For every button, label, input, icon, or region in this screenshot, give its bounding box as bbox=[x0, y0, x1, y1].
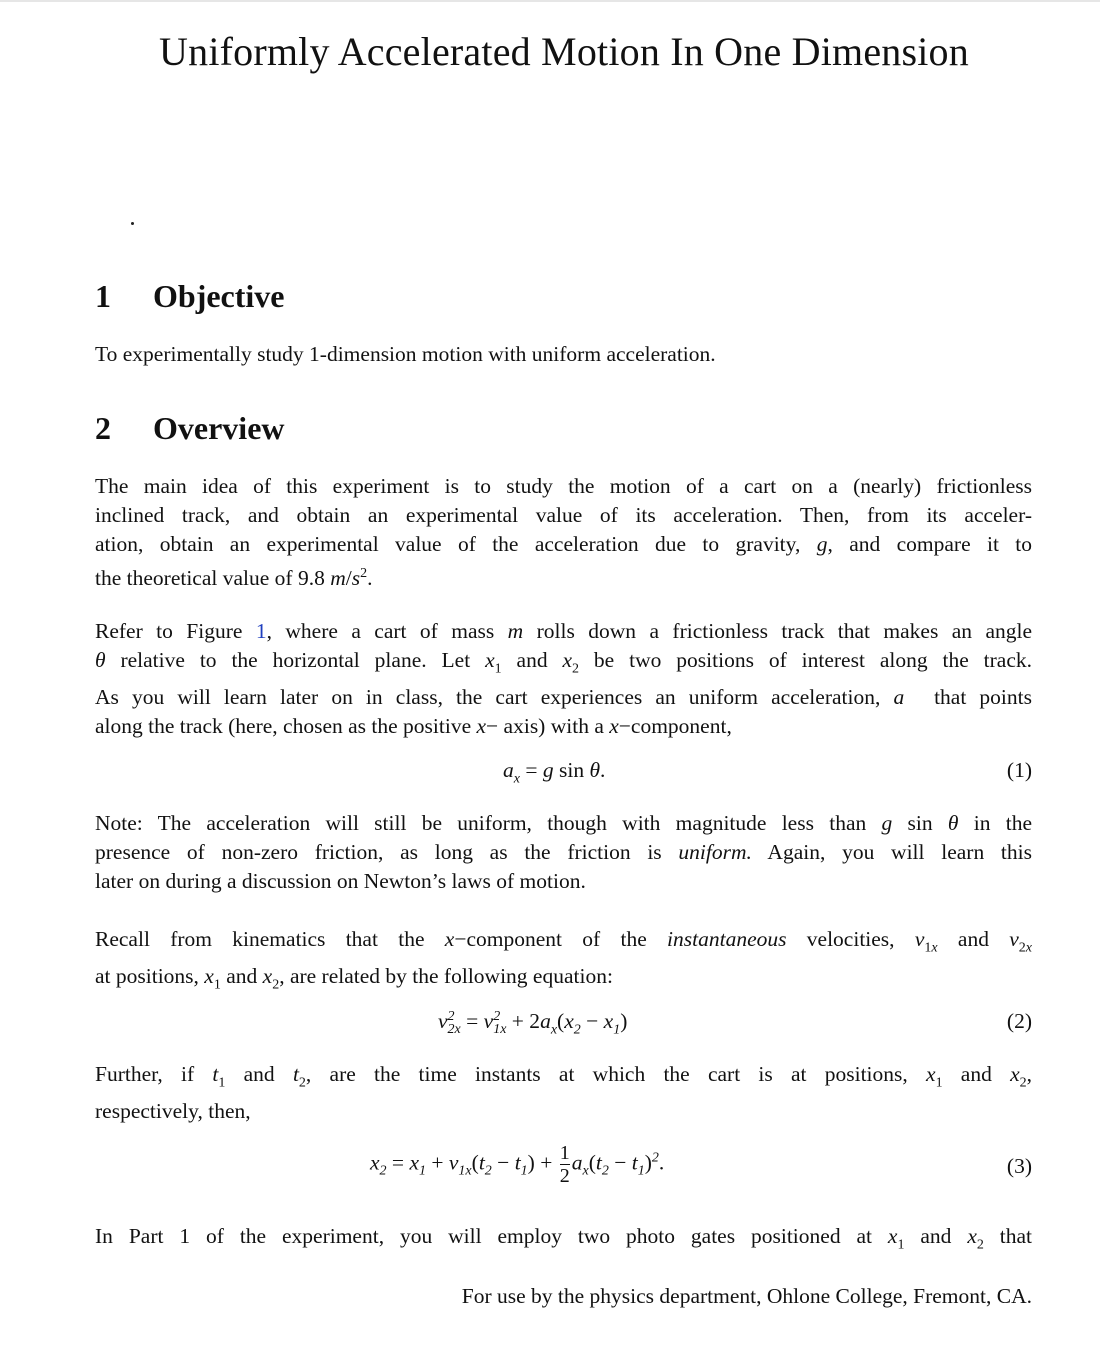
overview-paragraph-2 bbox=[95, 617, 1032, 741]
text-line: the theoretical value of 9.8 $m/s^2$. bbox=[95, 566, 373, 591]
text-line: presence of non-zero friction, as long as the friction is uniform. Again, you will learn this bbox=[95, 840, 1032, 864]
text-line: Note: The acceleration will still be uniform, though with magnitude less than g sin θ in the bbox=[95, 811, 1032, 835]
text-line: ation, obtain an experimental value of the acceleration due to gravity, g, and compare it to bbox=[95, 532, 1032, 556]
page-title: Uniformly Accelerated Motion In One Dimension bbox=[159, 29, 969, 74]
equation-number: (3) bbox=[1006, 1154, 1032, 1178]
text-line: respectively, then, bbox=[95, 1099, 251, 1124]
text-line: Further, if $t_1$ and $t_2$, are the time instants at which the cart is at positions, $x_1$ and $x_2$, bbox=[95, 1062, 1033, 1091]
objective-paragraph bbox=[95, 340, 1032, 369]
figure-link[interactable]: 1 bbox=[255, 619, 267, 643]
objective-text: To experimentally study 1-dimension motion with uniform acceleration. bbox=[95, 342, 716, 366]
section-heading-objective bbox=[95, 278, 285, 315]
part1-paragraph bbox=[95, 1222, 1032, 1259]
stray-dot bbox=[131, 222, 134, 225]
text-line: The main idea of this experiment is to study the motion of a cart on a (nearly) frictionless bbox=[95, 474, 1032, 498]
text-line: In Part 1 of the experiment, you will employ two photo gates positioned at $x_1$ and $x_2$ that bbox=[95, 1224, 1033, 1253]
equation-number: (2) bbox=[1006, 1009, 1032, 1033]
page-top-rule bbox=[0, 0, 1100, 2]
section-title: Overview bbox=[153, 410, 285, 446]
section-heading-overview bbox=[95, 410, 285, 447]
recall-paragraph bbox=[95, 925, 1032, 1000]
text-line: inclined track, and obtain an experimental value of its acceleration. Then, from its acceler- bbox=[95, 503, 1032, 527]
equation-number: (1) bbox=[1006, 758, 1032, 782]
text-line: Recall from kinematics that the x−component of the instantaneous velocities, $v_{1x}$ and $v_{2x}$ bbox=[95, 927, 1032, 956]
text-line: later on during a discussion on Newton’s laws of motion. bbox=[95, 869, 586, 893]
section-number: 1 bbox=[95, 278, 111, 314]
equation-2: $v^2_{2x} = v^2_{1x} + 2a_x(x_2 - x_1)$ (2) bbox=[438, 1009, 1032, 1038]
equation-3: $x_2 = x_1 + v_{1x}(t_2 - t_1)$ + $\frac{1}{2}$ $a_x(t_2 - t_1)^2$. (3) bbox=[370, 1142, 1032, 1187]
equation-1: $a_x = g$ sin θ. (1) bbox=[503, 758, 1032, 787]
page-footer: For use by the physics department, Ohlone College, Fremont, CA. bbox=[461, 1284, 1032, 1308]
text-line: at positions, $x_1$ and $x_2$, are related by the following equation: bbox=[95, 964, 613, 993]
further-paragraph bbox=[95, 1060, 1032, 1126]
text-line: θ relative to the horizontal plane. Let $x_1$ and $x_2$ be two positions of interest along the track. bbox=[95, 648, 1033, 677]
section-number: 2 bbox=[95, 410, 111, 446]
note-paragraph bbox=[95, 809, 1032, 896]
text-line: Refer to Figure 1, where a cart of mass m rolls down a frictionless track that makes an angle bbox=[95, 619, 1032, 643]
text-line: As you will learn later on in class, the cart experiences an uniform acceleration, a⃗ that points bbox=[95, 685, 1032, 710]
text-line: along the track (here, chosen as the positive x− axis) with a x−component, bbox=[95, 714, 732, 739]
section-title: Objective bbox=[153, 278, 285, 314]
overview-paragraph-1 bbox=[95, 472, 1032, 593]
